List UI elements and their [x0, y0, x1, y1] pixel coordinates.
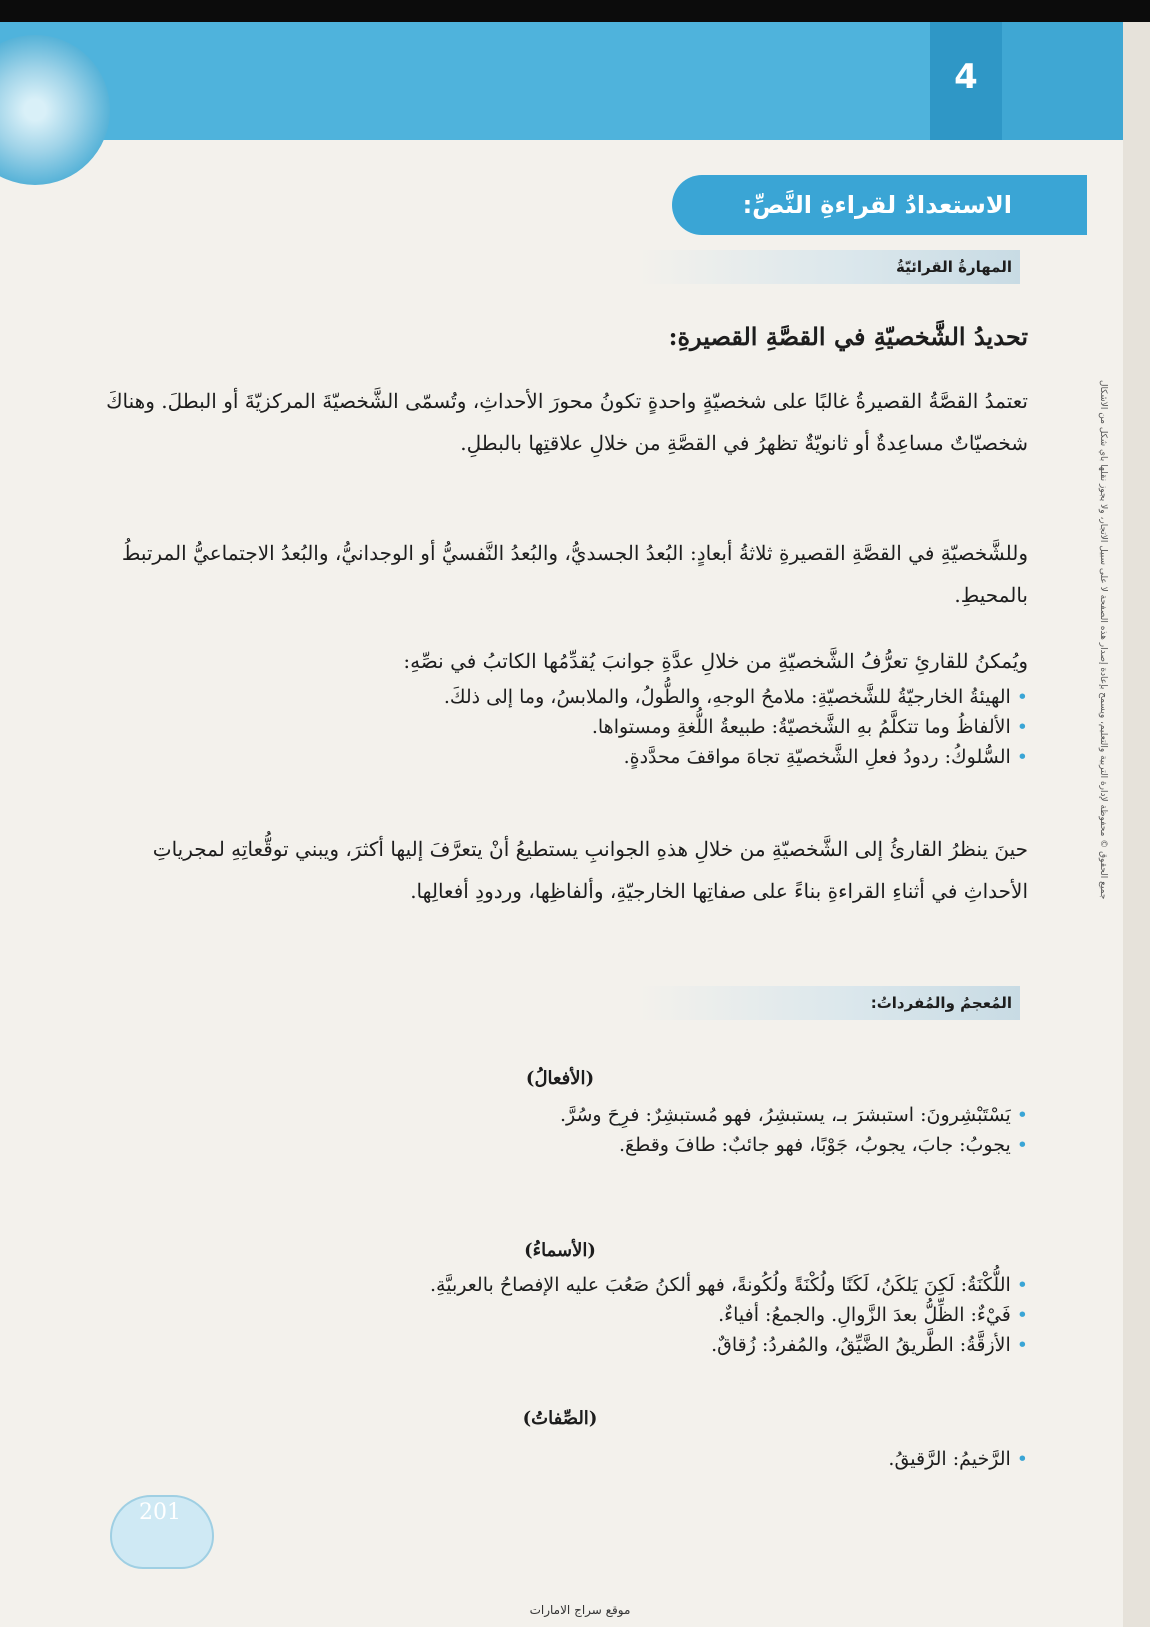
nouns-heading: (الأسماءُ)	[524, 1240, 596, 1261]
list-item: • يَسْتَبْشِرونَ: استبشرَ بـ، يستبشِرُ، فهو مُستبشِرٌ: فرِحَ وسُرَّ.	[200, 1100, 1028, 1130]
verbs-heading: (الأفعالُ)	[525, 1068, 595, 1089]
list-item: • الرَّخيمُ: الرَّقيقُ.	[200, 1444, 1028, 1474]
list-item: • اللُّكْنَةُ: لَكِنَ يَلكَنُ، لَكَنًا ولُكْنَةً ولُكُونةً، فهو ألكنُ صَعُبَ عليه الإفصاحُ بالعربيَّةِ.	[150, 1270, 1028, 1300]
page-number: 201	[139, 1500, 181, 1525]
list-item: • الهيئةُ الخارجيّةُ للشَّخصيّةِ: ملامحُ الوجهِ، والطُّولُ، والملابسُ، وما إلى ذلكَ.	[200, 682, 1028, 712]
reading-skill-title: تحديدُ الشَّخصيّةِ في القصَّةِ القصيرةِ:	[668, 322, 1028, 351]
adjectives-list	[200, 1444, 1028, 1474]
copyright-notice: جميع الحقوق © محفوظة لإدارة التربية والتعليم، ويسمح بإعادة إصدار هذه الصفحة لا على سبيل الاتجار، ولا يجوز نقلها بأي شكل من الأشكال	[1098, 380, 1108, 900]
unit-number-badge: 4	[930, 22, 1002, 140]
list-item: • الأزقَّةُ: الطَّريقُ الضَّيِّقُ، والمُفردُ: زُقاقٌ.	[150, 1330, 1028, 1360]
aspects-list	[200, 682, 1028, 772]
paragraph-4: حينَ ينظرُ القارئُ إلى الشَّخصيّةِ من خلالِ هذهِ الجوانبِ يستطيعُ أنْ يتعرَّفَ إليها أكثرَ، ويبني توقُّعاتِهِ لمجرياتِ الأحداثِ في أثناءِ القراءةِ بناءً على صفاتِها الخارجيّةِ، وألفاظِها، وردودِ أفعالِها.	[152, 837, 1028, 903]
reading-skill-label: المهارةُ القرائيّةُ	[640, 250, 1020, 284]
list-item: • الألفاظُ وما تتكلَّمُ بهِ الشَّخصيّةُ: طبيعةُ اللُّغةِ ومستواها.	[200, 712, 1028, 742]
footer-site-label: موقع سراج الامارات	[529, 1603, 631, 1617]
page-margin-strip	[1123, 22, 1150, 1627]
paragraph-2: وللشَّخصيّةِ في القصَّةِ القصيرةِ ثلاثةُ أبعادٍ: البُعدُ الجسديُّ، والبُعدُ النَّفسيُّ أو الوجدانيُّ، والبُعدُ الاجتماعيُّ المرتبطُ بالمحيطِ.	[121, 541, 1028, 607]
list-item: • فَيْءٌ: الظِّلُّ بعدَ الزَّوالِ. والجمعُ: أفياءٌ.	[150, 1300, 1028, 1330]
paragraph-1: تعتمدُ القصَّةُ القصيرةُ غالبًا على شخصيّةٍ واحدةٍ تكونُ محورَ الأحداثِ، وتُسمّى الشَّخصيّةَ المركزيّةَ أو البطلَ. وهناكَ شخصيّاتٌ مساعِدةٌ أو ثانويّةٌ تظهرُ في القصَّةِ من خلالِ علاقتِها بالبطلِ.	[106, 389, 1028, 455]
list-item: • السُّلوكُ: ردودُ فعلِ الشَّخصيّةِ تجاهَ مواقفَ محدَّدةٍ.	[200, 742, 1028, 772]
paragraph-3-intro: ويُمكنُ للقارئِ تعرُّفُ الشَّخصيّةِ من خلالِ عدَّةِ جوانبَ يُقدِّمُها الكاتبُ في نصِّهِ:	[403, 649, 1028, 673]
adjectives-heading: (الصِّفاتُ)	[522, 1408, 598, 1429]
top-dark-edge	[0, 0, 1150, 22]
list-item: • يجوبُ: جابَ، يجوبُ، جَوْبًا، فهو جائبٌ: طافَ وقطعَ.	[200, 1130, 1028, 1160]
vocabulary-label: المُعجمُ والمُفرداتُ:	[640, 986, 1020, 1020]
verbs-list	[200, 1100, 1028, 1160]
nouns-list	[150, 1270, 1028, 1360]
section-title: الاستعدادُ لقراءةِ النَّصِّ:	[672, 175, 1087, 235]
